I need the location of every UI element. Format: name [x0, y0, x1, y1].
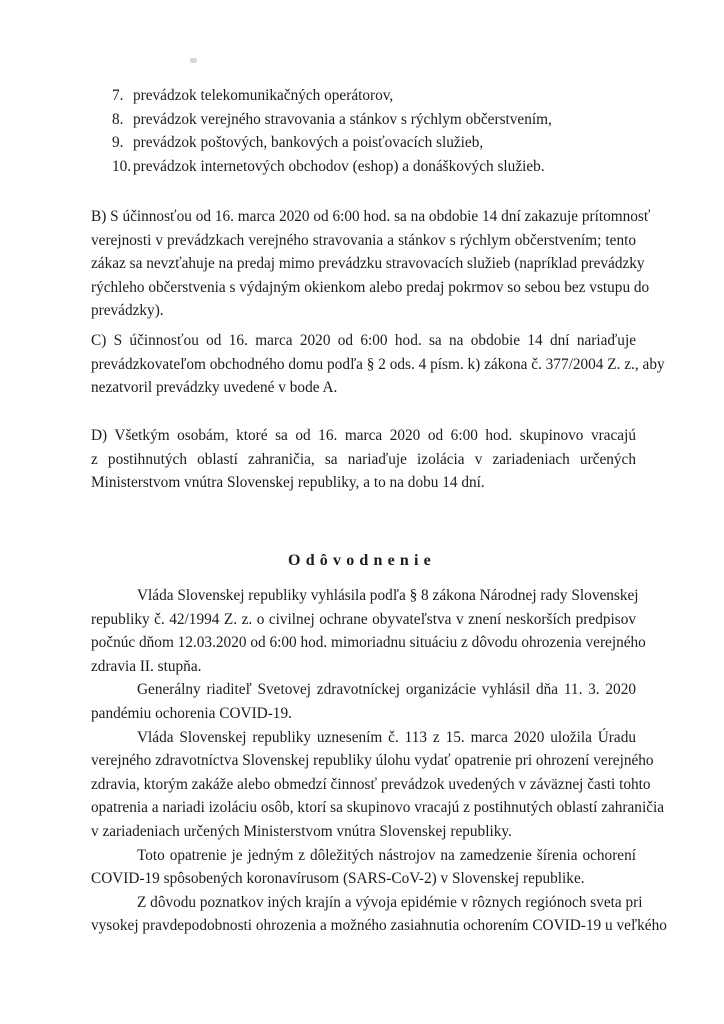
text-line: počnúc dňom 12.03.2020 od 6:00 hod. mimoriadnu situáciu z dôvodu ohrozenia verejného	[91, 634, 646, 652]
text-line: opatrenia a nariadi izoláciu osôb, ktorí sa skupinovo vracajú z postihnutých oblastí zahraničia	[91, 799, 665, 817]
text-line: Vláda Slovenskej republiky vyhlásila podľa § 8 zákona Národnej rady Slovenskej	[137, 587, 639, 604]
paragraph-c	[91, 329, 665, 400]
text-line: zdravia II. stupňa.	[91, 657, 202, 675]
text-line: Ministerstvom vnútra Slovenskej republiky, a to na dobu 14 dní.	[91, 474, 485, 492]
paragraph-d	[91, 424, 636, 495]
list-text: prevádzok poštových, bankových a poisťovacích služieb,	[133, 134, 484, 152]
reasoning-text	[91, 584, 667, 938]
text-line: Vláda Slovenskej republiky uznesením č. 113 z 15. marca 2020 uložila Úradu	[137, 728, 636, 746]
text-line: republiky č. 42/1994 Z. z. o civilnej ochrane obyvateľstva v znení neskorších predpisov	[91, 610, 636, 628]
text-line: C) S účinnosťou od 16. marca 2020 od 6:00 hod. sa na obdobie 14 dní nariaďuje	[91, 332, 636, 349]
list-item	[112, 84, 632, 108]
text-line: Generálny riaditeľ Svetovej zdravotníckej organizácie vyhlásil dňa 11. 3. 2020	[137, 681, 636, 699]
list-number: 10.	[112, 158, 132, 176]
text-line: D) Všetkým osobám, ktoré sa od 16. marca 2020 od 6:00 hod. skupinovo vracajú	[91, 427, 636, 444]
list-number: 9.	[112, 134, 124, 152]
closure-list	[112, 84, 632, 179]
text-line: COVID-19 spôsobených koronavírusom (SARS-CoV-2) v Slovenskej republike.	[91, 870, 585, 888]
text-line: pandémiu ochorenia COVID-19.	[91, 704, 292, 722]
text-line: vysokej pravdepodobnosti ohrozenia a možného zasiahnutia ochorením COVID-19 u veľkého	[91, 917, 667, 935]
section-heading: Odôvodnenie	[288, 552, 436, 569]
text-line: zákaz sa nevzťahuje na predaj mimo prevádzku stravovacích služieb (napríklad prevádzky	[91, 255, 645, 273]
list-text: prevádzok telekomunikačných operátorov,	[133, 87, 394, 104]
text-line: Z dôvodu poznatkov iných krajín a vývoja epidémie v rôznych regiónoch sveta pri	[137, 893, 643, 911]
list-item	[112, 108, 632, 132]
text-line: v zariadeniach určených Ministerstvom vnútra Slovenskej republiky.	[91, 822, 512, 840]
list-number: 8.	[112, 110, 124, 128]
text-line: rýchleho občerstvenia s výdajným okienkom alebo predaj pokrmov so sebou bez vstupu do	[91, 278, 650, 296]
text-line: Toto opatrenie je jedným z dôležitých nástrojov na zamedzenie šírenia ochorení	[137, 846, 636, 864]
list-item	[112, 131, 632, 155]
text-line: prevádzkovateľom obchodného domu podľa § 2 ods. 4 písm. k) zákona č. 377/2004 Z. z., aby	[91, 355, 665, 373]
list-text: prevádzok internetových obchodov (eshop) a donáškových služieb.	[133, 158, 545, 176]
text-line: z postihnutých oblastí zahraničia, sa nariaďuje izolácia v zariadeniach určených	[91, 450, 636, 468]
text-line: B) S účinnosťou od 16. marca 2020 od 6:00 hod. sa na obdobie 14 dní zakazuje prítomnosť	[91, 208, 651, 225]
text-line: verejnosti v prevádzkach verejného stravovania a stánkov s rýchlym občerstvením; tento	[91, 231, 636, 249]
paragraph-b	[91, 205, 651, 323]
list-number: 7.	[112, 87, 124, 104]
list-text: prevádzok verejného stravovania a stánkov s rýchlym občerstvením,	[133, 110, 552, 128]
text-line: nezatvoril prevádzky uvedené v bode A.	[91, 379, 338, 397]
text-line: zdravia, ktorým zakáže alebo obmedzí činnosť prevádzok uvedených v záväznej časti tohto	[91, 775, 651, 793]
text-line: prevádzky).	[91, 302, 164, 320]
scan-artifact	[190, 58, 197, 63]
text-line: verejného zdravotníctva Slovenskej republiky úlohu vydať opatrenie pri ohrození verejného	[91, 752, 654, 770]
list-item	[112, 155, 632, 179]
